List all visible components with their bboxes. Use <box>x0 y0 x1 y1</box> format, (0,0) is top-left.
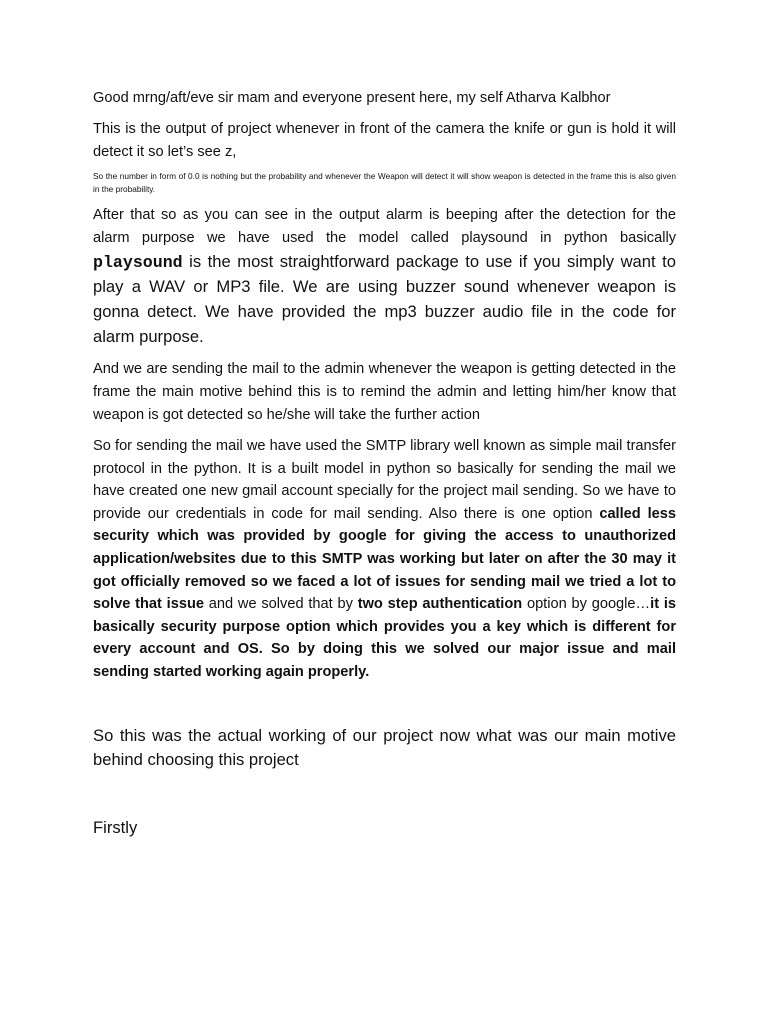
smtp-text-part-3: option by google… <box>522 596 651 613</box>
paragraph-firstly: Firstly <box>93 817 138 837</box>
alarm-text-part-2: is the most straightforward package to use if you simply want to play a WAV or MP3 file. We are using buzzer sound whenever weapon is gonna detect. We have provided the mp3 buzzer audio file in the code for alarm purpose. <box>93 252 676 346</box>
playsound-code: playsound <box>93 253 183 272</box>
paragraph-output-intro: This is the output of project whenever in front of the camera the knife or gun is hold it will detect it so let’s see z, <box>93 121 676 160</box>
smtp-text-part-1: So for sending the mail we have used the SMTP library well known as simple mail transfer protocol in the python. It is a built model in python so basically for sending the mail we have created one new gmail account specially for the project mail sending. So we have to provide our credentials in code for mail sending. Also there is one option <box>93 438 676 522</box>
smtp-bold-part-3: it is basically security purpose option which provides you a key which is different for every account and OS. So by doing this we solved our major issue and mail sending started working again properly. <box>93 596 677 680</box>
paragraph-smtp <box>93 435 676 684</box>
smtp-bold-part-2: two step authentication <box>357 596 523 613</box>
paragraph-conclusion: So this was the actual working of our project now what was our main motive behind choosing this project <box>93 725 676 769</box>
alarm-text-part-1: After that so as you can see in the output alarm is beeping after the detection for the alarm purpose we have used the model called playsound in python basically <box>93 207 676 246</box>
smtp-bold-part-1: called less security which was provided by google for giving the access to unauthorized application/websites due to this SMTP was working but later on after the 30 may it got officially removed so we faced a lot of issues for sending mail we tried a lot to solve that issue <box>93 505 676 613</box>
alarm-text-large <box>93 252 676 346</box>
paragraph-mail-admin: And we are sending the mail to the admin whenever the weapon is getting detected in the frame the main motive behind this is to remind the admin and letting him/her know that weapon is got detected so he/she will take the further action <box>93 361 676 423</box>
paragraph-greeting: Good mrng/aft/eve sir mam and everyone present here, my self Atharva Kalbhor <box>93 90 611 106</box>
smtp-text-part-2: and we solved that by <box>203 596 358 613</box>
paragraph-alarm <box>93 204 676 350</box>
paragraph-probability-note: So the number in form of 0.0 is nothing but the probability and whenever the Weapon will detect it will show weapon is detected in the frame this is also given in the probability. <box>93 171 676 194</box>
